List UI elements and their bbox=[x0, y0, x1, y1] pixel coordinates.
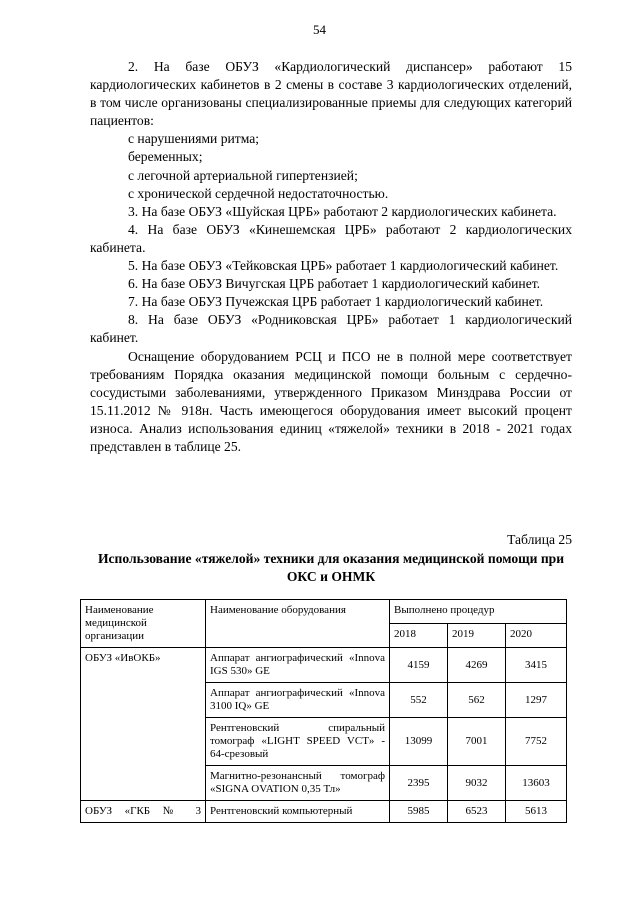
header-year: 2019 bbox=[448, 624, 506, 648]
value-cell: 3415 bbox=[506, 648, 567, 683]
value-cell: 7001 bbox=[448, 718, 506, 766]
value-cell: 7752 bbox=[506, 718, 567, 766]
list-item: с нарушениями ритма; bbox=[128, 131, 260, 147]
list-item: беременных; bbox=[128, 149, 203, 165]
header-year: 2020 bbox=[506, 624, 567, 648]
list-item: с легочной артериальной гипертензией; bbox=[128, 167, 358, 183]
body-text bbox=[90, 58, 572, 456]
equipment-cell: Аппарат ангиографический «Innova 3100 IQ» GE bbox=[206, 683, 390, 718]
value-cell: 4269 bbox=[448, 648, 506, 683]
paragraph: 4. На базе ОБУЗ «Кинешемская ЦРБ» работают 2 кардиологических кабинета. bbox=[90, 221, 572, 255]
org-cell: ОБУЗ «ИвОКБ» bbox=[81, 648, 206, 801]
value-cell: 4159 bbox=[390, 648, 448, 683]
page-number: 54 bbox=[313, 22, 326, 37]
paragraph: 8. На базе ОБУЗ «Родниковская ЦРБ» работает 1 кардиологический кабинет. bbox=[90, 312, 572, 346]
header-equipment: Наименование оборудования bbox=[206, 600, 390, 648]
value-cell: 13603 bbox=[506, 766, 567, 801]
value-cell: 552 bbox=[390, 683, 448, 718]
paragraph: 5. На базе ОБУЗ «Тейковская ЦРБ» работает 1 кардиологический кабинет. bbox=[128, 258, 559, 274]
paragraph: 6. На базе ОБУЗ Вичугская ЦРБ работает 1 кардиологический кабинет. bbox=[128, 276, 541, 292]
paragraph: 2. На базе ОБУЗ «Кардиологический диспансер» работают 15 кардиологических кабинетов в 2 смены в составе 3 кардиологических отделений, в том числе организованы специализированные приемы для следующих категорий пациентов: bbox=[90, 59, 572, 129]
org-cell: ОБУЗ «ГКБ № 3 bbox=[81, 801, 206, 823]
header-procedures: Выполнено процедур bbox=[390, 600, 567, 624]
table-title: Использование «тяжелой» техники для оказания медицинской помощи при ОКС и ОНМК bbox=[97, 551, 565, 584]
header-year: 2018 bbox=[390, 624, 448, 648]
paragraph: Оснащение оборудованием РСЦ и ПСО не в полной мере соответствует требованиям Порядка оказания медицинской помощи больным с сердечно-сосудистыми заболеваниями, утвержденного Приказом Минздрава России от 15.11.2012 № 918н. Часть имеющегося оборудования имеет высокий процент износа. Анализ использования единиц «тяжелой» техники в 2018 - 2021 годах представлен в таблице 25. bbox=[90, 348, 572, 454]
equipment-cell: Аппарат ангиографический «Innova IGS 530» GE bbox=[206, 648, 390, 683]
value-cell: 2395 bbox=[390, 766, 448, 801]
value-cell: 13099 bbox=[390, 718, 448, 766]
paragraph: 3. На базе ОБУЗ «Шуйская ЦРБ» работают 2 кардиологических кабинета. bbox=[128, 203, 557, 219]
value-cell: 6523 bbox=[448, 801, 506, 823]
equipment-table bbox=[80, 599, 567, 823]
equipment-cell: Рентгеновский спиральный томограф «LIGHT SPEED VCT» - 64-срезовый bbox=[206, 718, 390, 766]
table-caption: Таблица 25 bbox=[507, 532, 572, 547]
header-org: Наименование медицинской организации bbox=[81, 600, 206, 648]
equipment-cell: Рентгеновский компьютерный bbox=[206, 801, 390, 823]
value-cell: 9032 bbox=[448, 766, 506, 801]
value-cell: 5985 bbox=[390, 801, 448, 823]
value-cell: 1297 bbox=[506, 683, 567, 718]
value-cell: 5613 bbox=[506, 801, 567, 823]
value-cell: 562 bbox=[448, 683, 506, 718]
list-item: с хронической сердечной недостаточностью. bbox=[128, 185, 389, 201]
equipment-cell: Магнитно-резонансный томограф «SIGNA OVATION 0,35 Тл» bbox=[206, 766, 390, 801]
table-row bbox=[81, 648, 567, 683]
table-row bbox=[81, 801, 567, 823]
table-header-row bbox=[81, 600, 567, 624]
paragraph: 7. На базе ОБУЗ Пучежская ЦРБ работает 1 кардиологический кабинет. bbox=[128, 294, 544, 310]
